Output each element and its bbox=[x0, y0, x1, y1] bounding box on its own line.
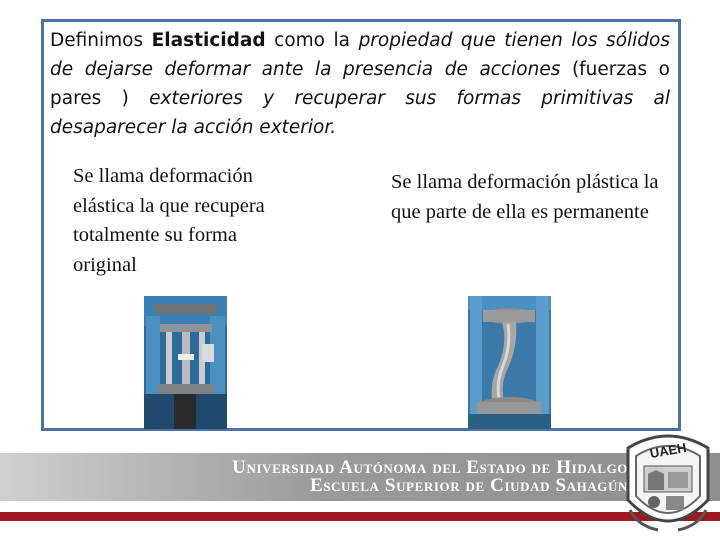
footer-red-strip bbox=[0, 512, 720, 521]
university-name: Universidad Autónoma del Estado de Hidalgo bbox=[232, 457, 628, 478]
elasticidad-term: Elasticidad bbox=[151, 30, 266, 51]
school-name: Escuela Superior de Ciudad Sahagún bbox=[309, 475, 628, 496]
intro-text-5: exteriores y recuperar sus formas primitivas al desaparecer la acción exterior. bbox=[50, 88, 671, 138]
elastic-test-photo bbox=[144, 296, 227, 429]
intro-text-2: como la bbox=[265, 30, 359, 51]
intro-text-1: Definimos bbox=[50, 30, 152, 51]
intro-text-4: (fuerzas o pares ) bbox=[50, 59, 670, 109]
plastic-test-photo bbox=[468, 296, 551, 429]
elastic-definition: Se llama deformación elástica la que recupera totalmente su forma original bbox=[73, 165, 265, 276]
uaeh-seal bbox=[618, 430, 718, 538]
intro-text-3: propiedad que tienen los sólidos de dejarse deformar ante la presencia de acciones bbox=[50, 30, 670, 80]
definition-paragraph bbox=[50, 26, 670, 142]
seal-text: UAEH bbox=[648, 439, 688, 462]
plastic-definition: Se llama deformación plástica la que parte de ella es permanente bbox=[391, 171, 659, 223]
